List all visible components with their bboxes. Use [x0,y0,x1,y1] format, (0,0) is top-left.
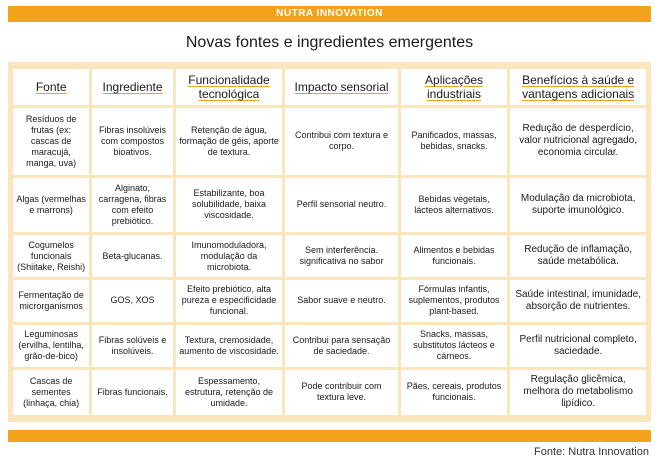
ingredients-table [10,66,649,418]
column-header-impacto: Impacto sensorial [285,69,398,105]
cell-funcionalidade: Retenção de água, formação de géis, aporte de textura. [176,108,283,175]
column-header-ingrediente: Ingrediente [92,69,172,105]
brand-banner: NUTRA INNOVATION [8,6,651,22]
cell-fonte: Resíduos de frutas (ex: cascas de maracujá, manga, uva) [13,108,89,175]
footer-bar [8,430,651,442]
cell-ingrediente: Alginato, carragena, fibras com efeito prebiótico. [92,178,172,232]
cell-beneficios: Perfil nutricional completo, saciedade. [510,325,646,367]
table-row [13,370,646,415]
cell-aplicacoes: Fórmulas infantis, suplementos, produtos plant-based. [401,280,508,322]
cell-funcionalidade: Textura, cremosidade, aumento de viscosidade. [176,325,283,367]
cell-aplicacoes: Snacks, massas, substitutos lácteos e cárneos. [401,325,508,367]
table-row [13,108,646,175]
column-header-aplicacoes: Aplicações industriais [401,69,508,105]
cell-beneficios: Redução de desperdício, valor nutricional agregado, economia circular. [510,108,646,175]
cell-ingrediente: Fibras insolúveis com compostos bioativos. [92,108,172,175]
cell-beneficios: Modulação da microbiota, suporte imunológico. [510,178,646,232]
table-row [13,325,646,367]
cell-beneficios: Regulação glicêmica, melhora do metabolismo lipídico. [510,370,646,415]
cell-impacto: Contribui com textura e corpo. [285,108,398,175]
cell-fonte: Cascas de sementes (linhaça, chia) [13,370,89,415]
cell-funcionalidade: Estabilizante, boa solubilidade, baixa viscosidade. [176,178,283,232]
cell-aplicacoes: Bebidas vegetais, lácteos alternativos. [401,178,508,232]
cell-fonte: Cogumelos funcionais (Shiitake, Reishi) [13,235,89,277]
cell-impacto: Perfil sensorial neutro. [285,178,398,232]
cell-ingrediente: Fibras funcionais. [92,370,172,415]
cell-beneficios: Saúde intestinal, imunidade, absorção de nutrientes. [510,280,646,322]
cell-impacto: Contribui para sensação de saciedade. [285,325,398,367]
cell-ingrediente: Fibras solúveis e insolúveis. [92,325,172,367]
cell-fonte: Leguminosas (ervilha, lentilha, grão-de-bico) [13,325,89,367]
page-title: Novas fontes e ingredientes emergentes [185,34,474,51]
cell-ingrediente: Beta-glucanas. [92,235,172,277]
column-header-funcionalidade: Funcionalidade tecnológica [176,69,283,105]
column-header-beneficios: Benefícios à saúde e vantagens adicionais [510,69,646,105]
cell-impacto: Sem interferência. significativa no sabor [285,235,398,277]
table-row [13,235,646,277]
cell-funcionalidade: Efeito prebiótico, alta pureza e especificidade funcional. [176,280,283,322]
cell-funcionalidade: Imunomoduladora, modulação da microbiota. [176,235,283,277]
cell-impacto: Sabor suave e neutro. [285,280,398,322]
table-row [13,280,646,322]
source-credit: Fonte: Nutra Innovation [534,446,649,458]
cell-aplicacoes: Alimentos e bebidas funcionais. [401,235,508,277]
cell-impacto: Pode contribuir com textura leve. [285,370,398,415]
cell-aplicacoes: Panificados, massas, bebidas, snacks. [401,108,508,175]
column-header-fonte: Fonte [13,69,89,105]
table-row [13,178,646,232]
cell-ingrediente: GOS, XOS [92,280,172,322]
cell-beneficios: Redução de inflamação, saúde metabólica. [510,235,646,277]
cell-aplicacoes: Pães, cereais, produtos funcionais. [401,370,508,415]
cell-fonte: Algas (vermelhas e marrons) [13,178,89,232]
header-row [13,69,646,105]
cell-fonte: Fermentação de microrganismos [13,280,89,322]
cell-funcionalidade: Espessamento, estrutura, retenção de umidade. [176,370,283,415]
